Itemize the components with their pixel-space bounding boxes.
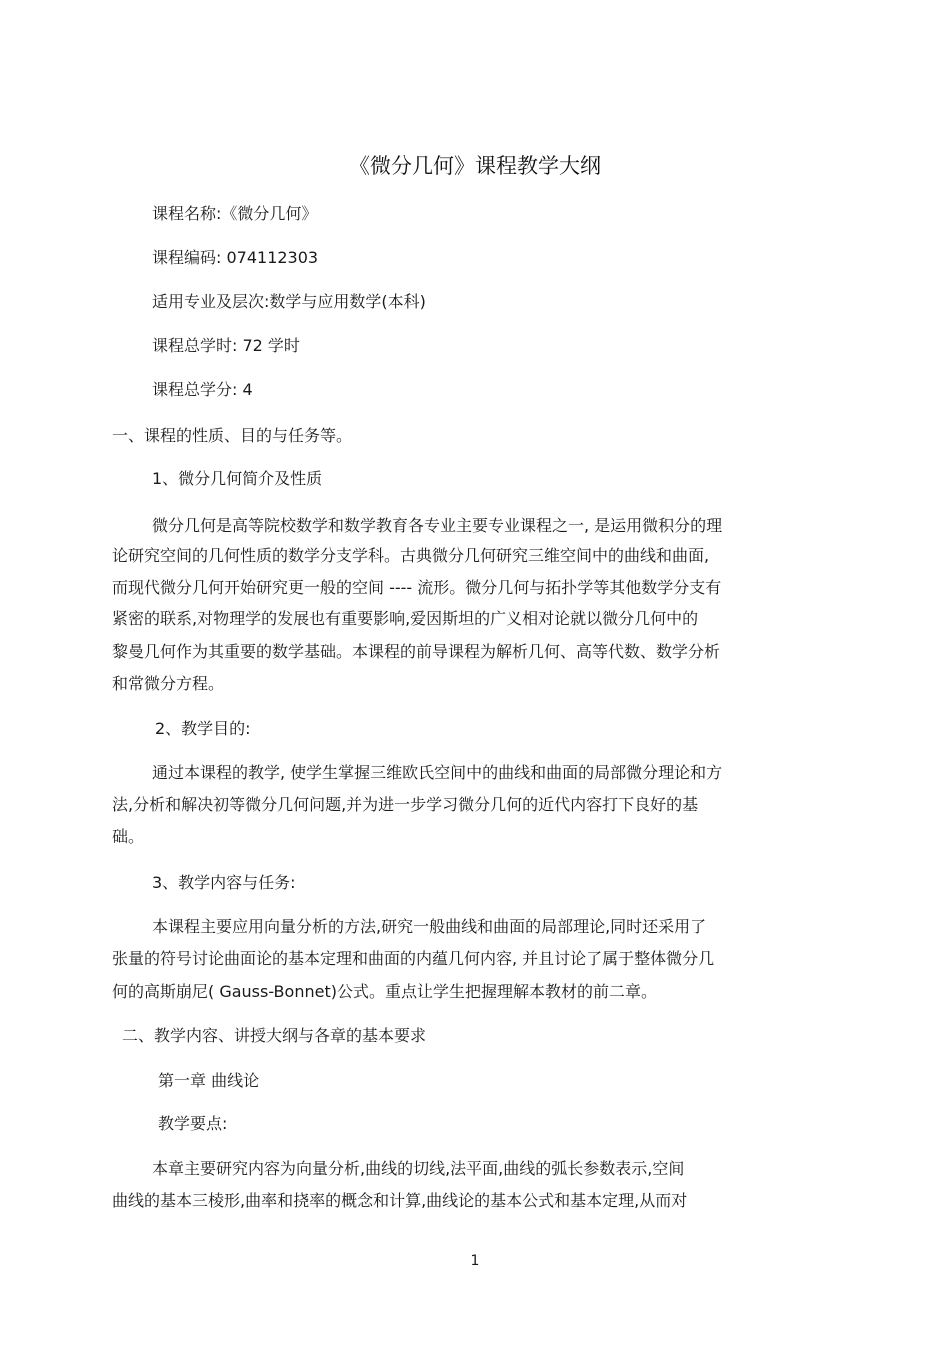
paragraph-line: 本章主要研究内容为向量分析,曲线的切线,法平面,曲线的弧长参数表示,空间 [152, 1159, 685, 1178]
paragraph-line: 和常微分方程。 [112, 674, 225, 693]
info-total-credits: 课程总学分: 4 [152, 380, 253, 399]
paragraph-line: 曲线的基本三棱形,曲率和挠率的概念和计算,曲线论的基本公式和基本定理,从而对 [112, 1191, 688, 1210]
info-course-name: 课程名称:《微分几何》 [152, 204, 318, 223]
paragraph-line: 张量的符号讨论曲面论的基本定理和曲面的内蕴几何内容, 并且讨论了属于整体微分几 [112, 949, 715, 968]
page-number: 1 [470, 1253, 480, 1269]
subsection-heading-3: 3、教学内容与任务: [152, 873, 296, 892]
subsection-heading-2: 2、教学目的: [155, 719, 251, 738]
info-major-level: 适用专业及层次:数学与应用数学(本科) [152, 292, 426, 311]
info-total-hours: 课程总学时: 72 学时 [152, 336, 300, 355]
paragraph-line: 论研究空间的几何性质的数学分支学科。古典微分几何研究三维空间中的曲线和曲面, [112, 546, 710, 565]
subsection-heading-1: 1、微分几何简介及性质 [152, 469, 323, 488]
paragraph-line: 而现代微分几何开始研究更一般的空间 ---- 流形。微分几何与拓扑学等其他数学分支有 [112, 578, 722, 597]
info-course-code: 课程编码: 074112303 [152, 248, 319, 267]
paragraph-line: 微分几何是高等院校数学和数学教育各专业主要专业课程之一, 是运用微积分的理 [152, 516, 723, 535]
paragraph-line: 础。 [112, 827, 145, 846]
paragraph-line: 法,分析和解决初等微分几何问题,并为进一步学习微分几何的近代内容打下良好的基 [112, 795, 699, 814]
section-heading-1: 一、课程的性质、目的与任务等。 [112, 426, 353, 445]
paragraph-line: 黎曼几何作为其重要的数学基础。本课程的前导课程为解析几何、高等代数、数学分析 [112, 642, 721, 661]
paragraph-line: 通过本课程的教学, 使学生掌握三维欧氏空间中的曲线和曲面的局部微分理论和方 [152, 763, 723, 782]
paragraph-line: 紧密的联系,对物理学的发展也有重要影响,爱因斯坦的广义相对论就以微分几何中的 [112, 609, 699, 628]
teaching-points-heading: 教学要点: [158, 1114, 228, 1133]
section-heading-2: 二、教学内容、讲授大纲与各章的基本要求 [122, 1026, 427, 1045]
paragraph-line: 何的高斯崩尼( Gauss-Bonnet)公式。重点让学生把握理解本教材的前二章。 [112, 982, 657, 1001]
paragraph-line: 本课程主要应用向量分析的方法,研究一般曲线和曲面的局部理论,同时还采用了 [152, 917, 707, 936]
chapter-heading-1: 第一章 曲线论 [158, 1071, 260, 1090]
document-title: 《微分几何》课程教学大纲 [349, 154, 601, 178]
